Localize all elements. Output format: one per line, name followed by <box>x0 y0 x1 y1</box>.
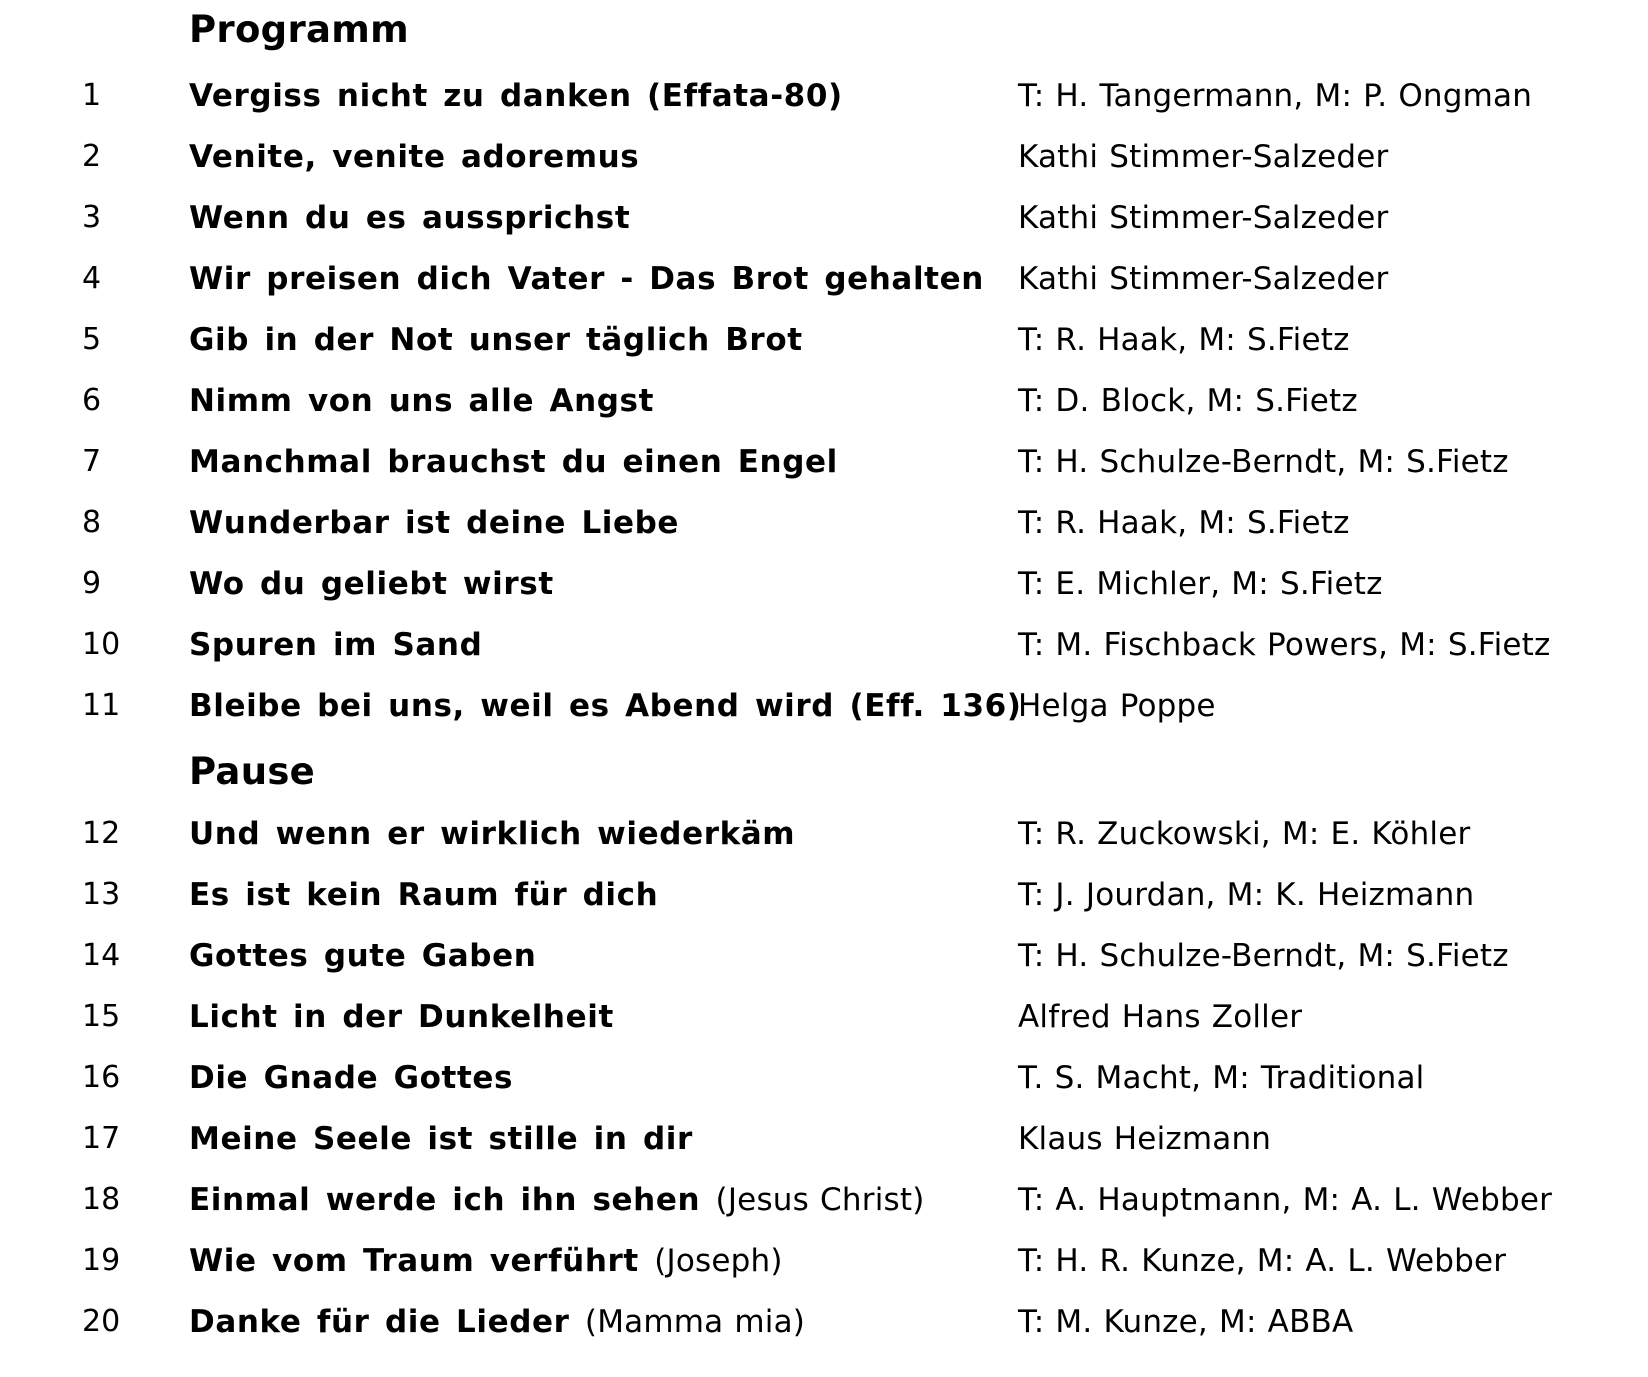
song-row <box>0 1121 1648 1171</box>
song-title-text: Die Gnade Gottes <box>189 1060 514 1096</box>
song-credit: T: H. Tangermann, M: P. Ongman <box>1018 78 1533 114</box>
song-title <box>189 938 536 974</box>
song-title <box>189 322 803 358</box>
song-title <box>189 1304 805 1340</box>
song-title-text: Und wenn er wirklich wiederkäm <box>189 816 796 852</box>
song-title-text: Wunderbar ist deine Liebe <box>189 505 680 541</box>
song-row <box>0 1060 1648 1110</box>
song-title <box>189 877 658 913</box>
song-number: 15 <box>82 999 121 1034</box>
song-credit: Helga Poppe <box>1018 688 1216 724</box>
song-row <box>0 627 1648 677</box>
song-title <box>189 566 554 602</box>
song-title <box>189 200 630 236</box>
song-origin-note: (Jesus Christ) <box>715 1182 925 1218</box>
song-title-text: Danke für die Lieder <box>189 1304 570 1340</box>
song-number: 14 <box>82 938 121 973</box>
song-origin-note: (Joseph) <box>654 1243 783 1279</box>
song-row <box>0 444 1648 494</box>
song-credit: T: E. Michler, M: S.Fietz <box>1018 566 1383 602</box>
song-title <box>189 78 843 114</box>
song-credit: T: A. Hauptmann, M: A. L. Webber <box>1018 1182 1553 1218</box>
song-number: 4 <box>82 261 102 296</box>
song-credit: Kathi Stimmer-Salzeder <box>1018 200 1389 236</box>
song-title <box>189 1243 783 1279</box>
song-number: 13 <box>82 877 121 912</box>
song-number: 5 <box>82 322 102 357</box>
song-credit: T: J. Jourdan, M: K. Heizmann <box>1018 877 1475 913</box>
song-title-text: Venite, venite adoremus <box>189 139 640 175</box>
song-title <box>189 627 482 663</box>
song-number: 11 <box>82 688 121 723</box>
song-number: 6 <box>82 383 102 418</box>
song-row <box>0 877 1648 927</box>
song-number: 8 <box>82 505 102 540</box>
song-title-text: Wie vom Traum verführt <box>189 1243 639 1279</box>
song-title-text: Gottes gute Gaben <box>189 938 537 974</box>
song-title <box>189 688 1022 724</box>
song-row <box>0 1243 1648 1293</box>
song-number: 2 <box>82 139 102 174</box>
song-row <box>0 383 1648 433</box>
song-title-text: Bleibe bei uns, weil es Abend wird (Eff. 136) <box>189 688 1022 724</box>
song-title-text: Wir preisen dich Vater - Das Brot gehalten <box>189 261 984 297</box>
song-title-text: Vergiss nicht zu danken (Effata-80) <box>189 78 843 114</box>
song-row <box>0 816 1648 866</box>
song-row <box>0 1304 1648 1354</box>
song-credit: T: H. R. Kunze, M: A. L. Webber <box>1018 1243 1507 1279</box>
song-title-text: Licht in der Dunkelheit <box>189 999 614 1035</box>
song-title <box>189 1121 693 1157</box>
song-title <box>189 261 984 297</box>
song-row <box>0 261 1648 311</box>
song-number: 1 <box>82 78 102 113</box>
song-row <box>0 566 1648 616</box>
song-credit: Alfred Hans Zoller <box>1018 999 1303 1035</box>
song-number: 7 <box>82 444 102 479</box>
song-row <box>0 322 1648 372</box>
song-credit: T: R. Haak, M: S.Fietz <box>1018 505 1350 541</box>
song-title-text: Wo du geliebt wirst <box>189 566 554 602</box>
song-number: 10 <box>82 627 121 662</box>
song-title <box>189 1060 513 1096</box>
song-credit: T: M. Kunze, M: ABBA <box>1018 1304 1354 1340</box>
song-title <box>189 505 679 541</box>
program-heading: Programm <box>189 8 409 51</box>
song-row <box>0 200 1648 250</box>
song-credit: T: H. Schulze-Berndt, M: S.Fietz <box>1018 938 1509 974</box>
song-number: 9 <box>82 566 102 601</box>
song-title-text: Einmal werde ich ihn sehen <box>189 1182 701 1218</box>
song-title <box>189 999 614 1035</box>
song-title-text: Meine Seele ist stille in dir <box>189 1121 693 1157</box>
song-credit: Klaus Heizmann <box>1018 1121 1272 1157</box>
song-title-text: Wenn du es aussprichst <box>189 200 631 236</box>
song-number: 12 <box>82 816 121 851</box>
song-credit: T: H. Schulze-Berndt, M: S.Fietz <box>1018 444 1509 480</box>
song-row <box>0 139 1648 189</box>
song-credit: T. S. Macht, M: Traditional <box>1018 1060 1425 1096</box>
song-title <box>189 816 795 852</box>
song-credit: T: R. Haak, M: S.Fietz <box>1018 322 1350 358</box>
song-title <box>189 1182 925 1218</box>
song-title-text: Gib in der Not unser täglich Brot <box>189 322 803 358</box>
song-credit: Kathi Stimmer-Salzeder <box>1018 139 1389 175</box>
song-number: 19 <box>82 1243 121 1278</box>
song-credit: T: M. Fischback Powers, M: S.Fietz <box>1018 627 1551 663</box>
song-number: 18 <box>82 1182 121 1217</box>
song-number: 17 <box>82 1121 121 1156</box>
song-title <box>189 383 654 419</box>
song-credit: Kathi Stimmer-Salzeder <box>1018 261 1389 297</box>
song-title <box>189 444 838 480</box>
song-number: 20 <box>82 1304 121 1339</box>
pause-heading: Pause <box>189 750 316 793</box>
song-credit: T: R. Zuckowski, M: E. Köhler <box>1018 816 1471 852</box>
song-row <box>0 505 1648 555</box>
song-row <box>0 78 1648 128</box>
song-title-text: Es ist kein Raum für dich <box>189 877 659 913</box>
song-title-text: Spuren im Sand <box>189 627 483 663</box>
song-row <box>0 938 1648 988</box>
song-title <box>189 139 639 175</box>
song-title-text: Manchmal brauchst du einen Engel <box>189 444 838 480</box>
song-row <box>0 999 1648 1049</box>
song-number: 3 <box>82 200 102 235</box>
song-number: 16 <box>82 1060 121 1095</box>
song-credit: T: D. Block, M: S.Fietz <box>1018 383 1358 419</box>
song-title-text: Nimm von uns alle Angst <box>189 383 655 419</box>
song-row <box>0 688 1648 738</box>
song-origin-note: (Mamma mia) <box>584 1304 806 1340</box>
song-row <box>0 1182 1648 1232</box>
